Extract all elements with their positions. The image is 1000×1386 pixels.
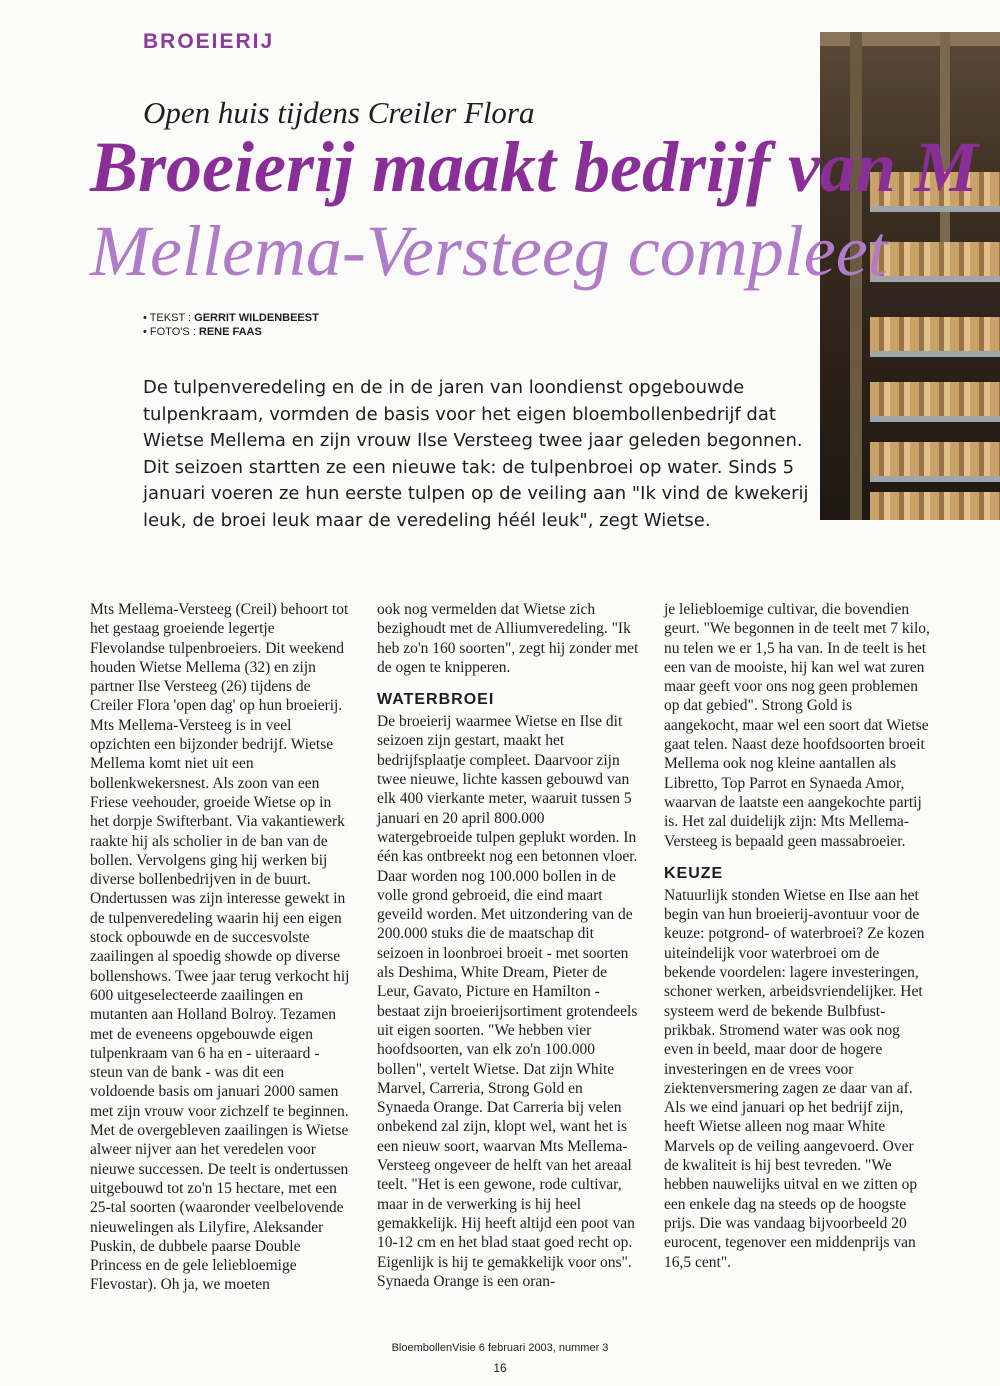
article-lead: De tulpenveredeling en de in de jaren van loondienst opgebouwde tulpenkraam, vormden de basis voor het eigen bloembollenbedrijf dat Wietse Mellema en zijn vrouw Ilse Versteeg twee jaar geleden begonnen. Dit seizoen startten ze een nieuwe tak: de tulpenbroei op water. Sinds 5 januari voeren ze hun eerste tulpen op de veiling aan "Ik vind de kwekerij leuk, de broei leuk maar de veredeling héél leuk", zegt Wietse. — [143, 377, 809, 531]
body-paragraph: Natuurlijk stonden Wietse en Ilse aan het begin van hun broeierij-avontuur voor de keuze: potgrond- of waterbroei? Ze kozen uiteindelijk voor waterbroei om de bekende voordelen: lagere investeringen, schoner werken, arbeidsvriendelijker. Het systeem werd de bekende Bulbfust-prikbak. Stromend water was ook nog even in beeld, maar door de hogere investeringen en de vrees voor ziektenversmering zagen ze daar van af. Als we eind januari op het bedrijf zijn, heeft Wietse alleen nog maar White Marvels op de veiling aangevoerd. Over de kwaliteit is hij best tevreden. "We hebben nauwelijks uitval en we zitten op een enkele dag na steeds op de hoogste prijs. Die was vandaag bijvoorbeeld 20 eurocent, tegenover een middenprijs van 16,5 cent". — [664, 886, 925, 1271]
photo-beam — [820, 32, 1000, 46]
body-column-3 — [664, 600, 930, 1272]
page-number: 16 — [493, 1361, 507, 1375]
section-label: BROEIERIJ — [143, 30, 275, 53]
credit-photo-author: RENE FAAS — [198, 326, 262, 338]
credit-text — [143, 311, 319, 325]
body-paragraph: Mts Mellema-Versteeg (Creil) behoort tot het gestaag groeiende legertje Flevolandse tulpenbroeiers. Dit weekend houden Wietse Mellema (32) en zijn partner Ilse Versteeg (26) tijdens de Creiler Flora 'open dag' op hun broeierij. Mts Mellema-Versteeg is in veel opzichten een bijzonder bedrijf. Wietse Mellema komt niet uit een bollenkwekersnest. Als zoon van een Friese veehouder, groeide Wietse op in het dorpje Swifterbant. Via vakantiewerk raakte hij als scholier in de ban van de bollen. Vervolgens ging hij werken bij diverse bollenbedrijven in de buurt. — [90, 601, 349, 889]
headline-line-2: Mellema-Versteeg compleet — [90, 211, 888, 291]
article-headline — [90, 125, 1000, 293]
photo-tray — [870, 442, 1000, 482]
subheading-waterbroei: WATERBROEI — [377, 691, 495, 709]
credit-text-label: • TEKST : — [143, 312, 195, 324]
article-kicker: Open huis tijdens Creiler Flora — [143, 95, 535, 130]
credit-text-author: GERRIT WILDENBEEST — [194, 312, 319, 324]
subheading-keuze: KEUZE — [664, 864, 724, 882]
headline-line-1: Broeierij maakt bedrijf van M — [90, 127, 978, 207]
publication-footer: BloembollenVisie 6 februari 2003, nummer 3 — [391, 1342, 609, 1354]
photo-tray — [870, 317, 1000, 357]
body-column-2 — [377, 600, 639, 1291]
body-paragraph: ook nog vermelden dat Wietse zich bezighoudt met de Alliumveredeling. "Ik heb zo'n 160 soorten", zegt hij zonder met de ogen te knipperen. — [377, 601, 639, 676]
credit-photo — [143, 325, 319, 339]
article-credits — [143, 311, 319, 339]
body-paragraph: je leliebloemige cultivar, die bovendien geurt. "We begonnen in de teelt met 7 kilo, nu telen we er 1,5 ha van. In de teelt is het een van de mooiste, hij kan wel wat zuren maar geeft voor ons nog geen problemen op dat gebied". Strong Gold is aangekocht, maar wel een soort dat Wietse gaat telen. Naast deze hoofdsoorten broeit Mellema ook nog kleine aantallen als Libretto, Top Parrot en Synaeda Amor, waarvan de laatste een aangekochte partij is. Het zal duidelijk zijn: Mts Mellema-Versteeg is bepaald geen massabroeier. — [664, 601, 930, 850]
credit-photo-label: • FOTO'S : — [143, 326, 199, 338]
photo-tray — [870, 492, 1000, 520]
body-paragraph: Ondertussen was zijn interesse gewekt in de tulpenveredeling waarin hij een eigen stock opbouwde en de succesvolste zaailingen al spoedig showde op diverse bollenshows. Twee jaar terug verkocht hij 600 uitgeselecteerde zaailingen en mutanten aan Holland Bolroy. Tezamen met de eveneens opgebouwde eigen tulpenkraam van 6 ha en - uiteraard - steun van de bank - was dit een voldoende basis om januari 2000 samen met zijn vrouw voor zichzelf te beginnen. Met de overgebleven zaailingen is Wietse alweer nijver aan het veredelen voor nieuwe successen. De teelt is ondertussen uitgebouwd tot zo'n 15 hectare, met een 25-tal soorten (waaronder veelbelovende nieuwelingen als Lilyfire, Aleksander Puskin, de dubbele paarse Double Princess en de gele leliebloemige Flevostar). Oh ja, we moeten — [90, 890, 350, 1294]
body-column-1 — [90, 600, 352, 1295]
body-paragraph: De broeierij waarmee Wietse en Ilse dit seizoen zijn gestart, maakt het bedrijfsplaatje compleet. Daarvoor zijn twee nieuwe, lichte kassen gebouwd van elk 400 vierkante meter, waaruit tussen 5 januari en 20 april 800.000 watergebroeide tulpen geplukt worden. In één kas ontbreekt nog een betonnen vloer. Daar worden nog 100.000 bollen in de volle grond gebroeid, die eind maart geveild worden. Met uitzondering van de 200.000 stuks die de maatschap dit seizoen in loonbroei broeit - met soorten als Deshima, White Dream, Pieter de Leur, Gavato, Picture en Hamilton - bestaat zijn broeierijsortiment grotendeels uit eigen soorten. "We hebben vier hoofdsoorten, van elk zo'n 100.000 bollen", vertelt Wietse. Dat zijn White Marvel, Carreria, Strong Gold en Synaeda Orange. Dat Carreria bij velen onbekend zal zijn, klopt wel, want het is een nieuw soort, waarvan Mts Mellema-Versteeg ongeveer de helft van het areaal teelt. "Het is een gewone, rode cultivar, maar in de verwerking is hij heel gemakkelijk. Hij heeft altijd een poot van 10-12 cm en het blad staat goed recht op. Eigenlijk is hij te gemakkelijk voor ons". Synaeda Orange is een oran- — [377, 713, 638, 1290]
photo-tray — [870, 382, 1000, 422]
